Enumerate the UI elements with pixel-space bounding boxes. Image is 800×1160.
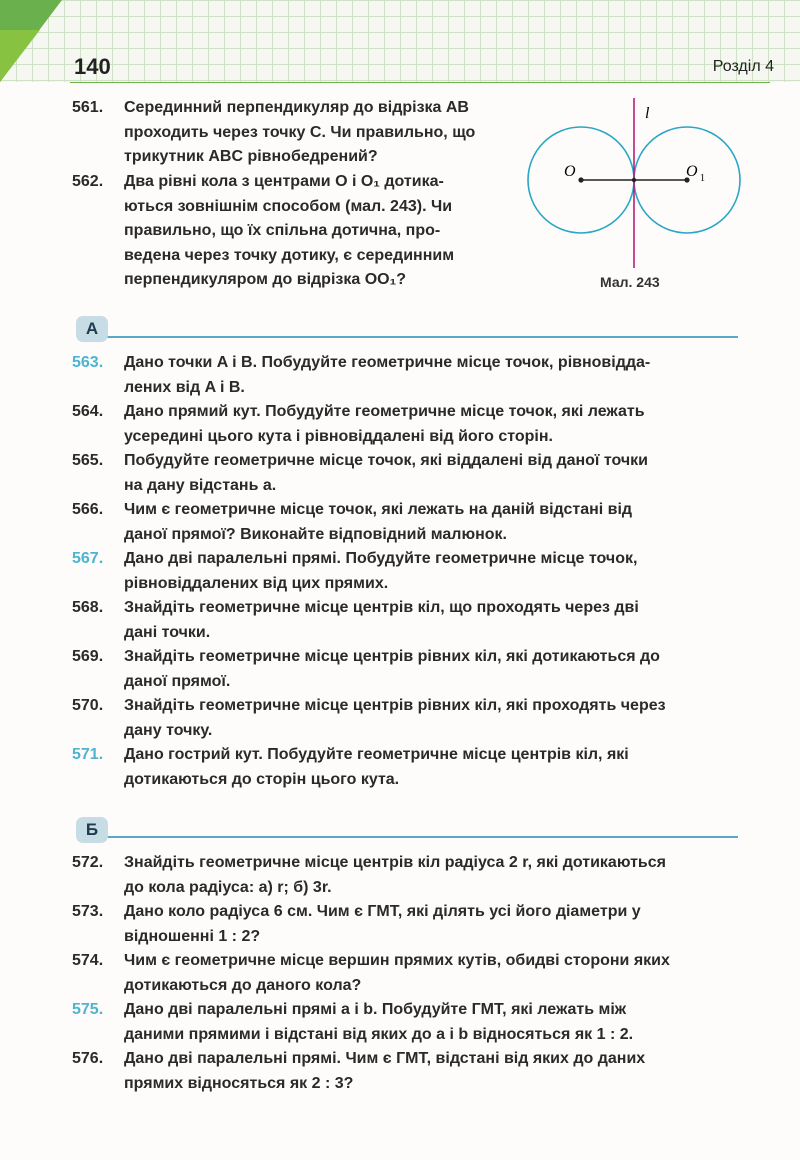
problem-line: даної прямої. [124,672,231,690]
problem-number: 574. [72,952,104,969]
problem-line: Два рівні кола з центрами O і O₁ дотика- [124,173,444,190]
problem-number: 569. [72,648,104,665]
problem-line: Дано дві паралельні прямі. Побудуйте геометричне місце точок, [124,550,638,567]
problem-line: прямих відносяться як 2 : 3? [124,1074,354,1092]
figure-243 [520,96,750,276]
problem-line: трикутник ABC рівнобедрений? [124,148,378,165]
problem-line: перпендикуляром до відрізка OO₁? [124,271,406,288]
problem-number: 562. [72,173,104,190]
problem-number: 573. [72,903,104,920]
problem-line: Дано прямий кут. Побудуйте геометричне місце точок, які лежать [124,403,645,420]
problem-number: 563. [72,354,104,371]
problem-line: ються зовнішнім способом (мал. 243). Чи [124,197,453,215]
section-a-tab: А [76,316,108,342]
section-b-rule [104,836,738,838]
problem-line: даної прямої? Виконайте відповідний малюнок. [124,525,507,543]
point-tangency [632,178,636,182]
problem-number: 566. [72,501,104,518]
problem-line: Дано дві паралельні прямі a і b. Побудуйте ГМТ, які лежать між [124,1001,627,1018]
problem-line: правильно, що їх спільна дотична, про- [124,222,441,239]
problem-line: рівновіддалених від цих прямих. [124,574,389,592]
section-title: Розділ 4 [712,58,774,75]
problem-number: 575. [72,1001,104,1018]
corner-decoration-inner [0,30,40,82]
problem-line: Дано дві паралельні прямі. Чим є ГМТ, відстані від яких до даних [124,1050,646,1067]
problem-line: Знайдіть геометричне місце центрів кіл, що проходять через дві [124,599,639,616]
problem-line: Чим є геометричне місце вершин прямих кутів, обидві сторони яких [124,952,670,969]
problem-number: 564. [72,403,104,420]
problem-line: Побудуйте геометричне місце точок, які віддалені від даної точки [124,452,649,469]
problem-line: Дано гострий кут. Побудуйте геометричне місце центрів кіл, які [124,746,629,763]
problem-line: дану точку. [124,721,213,739]
section-a-rule [104,336,738,338]
problem-line: усередині цього кута і рівновіддалені від його сторін. [124,427,553,445]
problem-line: Чим є геометричне місце точок, які лежать на даній відстані від [124,501,633,518]
problem-line: Знайдіть геометричне місце центрів кіл радіуса 2 r, які дотикаються [124,854,666,871]
figure-caption: Мал. 243 [600,274,660,290]
problem-number: 565. [72,452,104,469]
label-o1: O [686,163,698,180]
problem-number: 567. [72,550,104,567]
problem-line: дані точки. [124,623,211,641]
label-l: l [645,105,650,122]
problem-line: ведена через точку дотику, є серединним [124,246,455,264]
problem-line: Дано коло радіуса 6 см. Чим є ГМТ, які ділять усі його діаметри у [124,903,641,920]
problem-number: 561. [72,99,104,116]
problem-number: 576. [72,1050,104,1067]
problem-line: дотикаються до даного кола? [124,976,362,994]
section-b-tab: Б [76,817,108,843]
page-number: 140 [74,54,111,79]
header-grid [0,0,800,82]
header-rule [70,82,770,83]
label-o: O [564,163,576,180]
problem-line: на дану відстань a. [124,476,277,494]
problem-line: дотикаються до сторін цього кута. [124,770,400,788]
problem-line: Серединний перпендикуляр до відрізка AB [124,99,469,116]
problem-number: 568. [72,599,104,616]
problem-line: проходить через точку C. Чи правильно, що [124,123,476,141]
problem-line: Знайдіть геометричне місце центрів рівних кіл, які дотикаються до [124,648,660,665]
problem-line: Знайдіть геометричне місце центрів рівних кіл, які проходять через [124,697,666,714]
point-o [578,177,583,182]
problem-number: 571. [72,746,104,763]
label-o1-sub: 1 [700,173,705,184]
problem-line: Дано точки A і B. Побудуйте геометричне місце точок, рівновідда- [124,354,651,371]
problem-line: відношенні 1 : 2? [124,927,261,945]
problem-line: даними прямими і відстані від яких до a і b відносяться як 1 : 2. [124,1025,634,1043]
problem-number: 572. [72,854,104,871]
problem-line: до кола радіуса: а) r; б) 3r. [124,878,332,896]
problem-number: 570. [72,697,104,714]
problem-line: лених від A і B. [124,378,245,396]
